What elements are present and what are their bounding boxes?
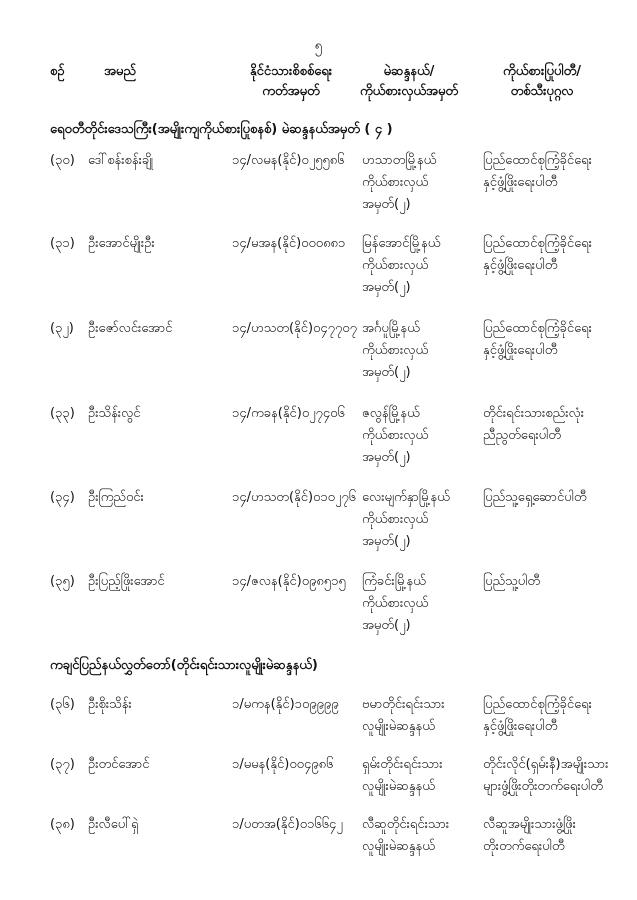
constituency-line: အမှတ်(၂) xyxy=(362,450,411,465)
nrc-number: ၁၄/ဟသတ(နိုင်)၀၄၇၇၀၇ xyxy=(232,321,357,336)
party-line: တိုင်းလိုင်(ရှမ်းနီ)အမျိုးသား xyxy=(483,757,609,772)
nrc-number: ၁၄/ဇလန(နိုင်)၀၉၈၅၁၅ xyxy=(232,574,346,589)
party-header-line: တစ်သီးပုဂ္ဂလ xyxy=(510,84,574,99)
nrc-number: ၁၄/လမန(နိုင်)၀၂၅၅၈၆ xyxy=(232,153,345,168)
nrc-number: ၁၄/ကခန(နိုင်)၀၂၇၄၀၆ xyxy=(232,406,345,421)
constituency-line: ကိုယ်စားလှယ် xyxy=(362,512,429,527)
constituency-line: ကိုယ်စားလှယ် xyxy=(362,596,429,611)
candidate-name: ဦးစိုးသိန်း xyxy=(88,697,132,712)
nrc-number: ၁/မကန(နိုင်)၁၀၉၉၉၉ xyxy=(232,697,339,712)
row-number: (၃၆) xyxy=(50,697,75,712)
constituency-line: အမှတ်(၂) xyxy=(362,197,411,212)
row-number: (၃၁) xyxy=(50,236,75,251)
constituency-line: ဟသာတမြို့နယ် xyxy=(362,153,437,168)
party-line: နှင့်ဖွံ့ဖြိုးရေးပါတီ xyxy=(483,175,558,190)
party-line: ပြည်ထောင်စုကြံ့ခိုင်ရေး xyxy=(483,321,592,336)
row-number: (၃၃) xyxy=(50,406,75,421)
constituency xyxy=(362,694,480,738)
party xyxy=(483,403,623,447)
page-number: ၅ xyxy=(314,38,323,54)
constituency-line: အင်္ဂပူမြို့နယ် xyxy=(362,321,420,336)
column-header-party xyxy=(476,62,608,102)
nrc-number: ၁၄/ဟသတ(နိုင်)၀၁၀၂၇၆ xyxy=(232,490,356,505)
party xyxy=(483,694,623,738)
party-line: နှင့်ဖွံ့ဖြိုးရေးပါတီ xyxy=(483,719,558,734)
party xyxy=(483,150,623,194)
constituency-header-line: မဲဆန္ဒနယ်/ xyxy=(383,64,435,79)
nrc-header-line: နိုင်ငံသားစိစစ်ရေး xyxy=(249,64,333,79)
row-number: (၃၂) xyxy=(50,321,74,336)
candidate-name: ဦးလီပေါ်ရှဲ xyxy=(88,817,139,832)
section-title: ကချင်ပြည်နယ်လွှတ်တော်(တိုင်းရင်းသားလူမျိုးမဲဆန္ဒနယ်) xyxy=(50,658,318,673)
party xyxy=(483,318,623,362)
row-number: (၃၅) xyxy=(50,574,75,589)
column-header-sn: စဉ် xyxy=(50,64,65,79)
row-number: (၃၀) xyxy=(50,153,75,168)
constituency xyxy=(362,403,480,469)
candidate-name: ဦးပြည့်ဖြိုးအောင် xyxy=(88,574,165,589)
party-line: တိုင်းရင်းသားစည်းလုံး xyxy=(483,406,585,421)
nrc-number: ၁၄/မအန(နိုင်)၀၀၀၈၈၁ xyxy=(232,236,346,251)
party-line: နှင့်ဖွံ့ဖြိုးရေးပါတီ xyxy=(483,343,558,358)
constituency xyxy=(362,571,480,637)
constituency xyxy=(362,318,480,384)
party-line: လီဆူအမျိုးသားဖွံ့ဖြိုး xyxy=(483,817,576,832)
party xyxy=(483,233,623,277)
candidate-name: ဦးတင်အောင် xyxy=(88,757,150,772)
constituency-line: ကြံခင်းမြို့နယ် xyxy=(362,574,426,589)
constituency-line: လီဆူတိုင်းရင်းသား xyxy=(362,817,450,832)
constituency-line: ဗမာတိုင်းရင်းသား xyxy=(362,697,445,712)
nrc-number: ၁/ပတအ(နိုင်)၀၁၆၆၄၂ xyxy=(232,817,343,832)
constituency-line: ကိုယ်စားလှယ် xyxy=(362,175,429,190)
party xyxy=(483,487,623,509)
candidate-name: ဦးသိန်းလွင် xyxy=(88,406,141,421)
party xyxy=(483,814,623,858)
constituency-line: ကိုယ်စားလှယ် xyxy=(362,343,429,358)
party-line: နှင့်ဖွံ့ဖြိုးရေးပါတီ xyxy=(483,258,558,273)
constituency-line: လေးမျက်နှာမြို့နယ် xyxy=(362,490,450,505)
constituency-header-line: ကိုယ်စားလှယ်အမှတ် xyxy=(359,84,459,99)
party-line: တိုးတက်ရေးပါတီ xyxy=(483,839,565,854)
constituency-line: ဇလွန်မြို့နယ် xyxy=(362,406,420,421)
candidate-name: ဒေါ်စန်းစန်းချို xyxy=(88,153,154,168)
constituency-line: ကိုယ်စားလှယ် xyxy=(362,428,429,443)
constituency-line: အမှတ်(၂) xyxy=(362,365,411,380)
party-line: ပြည်သူ့ပါတီ xyxy=(483,574,541,589)
column-header-name: အမည် xyxy=(104,64,136,79)
party-header-line: ကိုယ်စားပြုပါတီ/ xyxy=(503,64,581,79)
nrc-number: ၁/မမန(နိုင်)၀၀၄၉၈၆ xyxy=(232,757,334,772)
constituency xyxy=(362,754,480,798)
constituency-line: လူမျိုးမဲဆန္ဒနယ် xyxy=(362,719,435,734)
party-line: များဖွံ့ဖြိုးတိုးတက်ရေးပါတီ xyxy=(483,779,603,794)
constituency xyxy=(362,150,480,216)
constituency-line: အမှတ်(၂) xyxy=(362,280,411,295)
constituency xyxy=(362,233,480,299)
party-line: ပြည်ထောင်စုကြံ့ခိုင်ရေး xyxy=(483,697,592,712)
candidate-name: ဦးဇော်လင်းအောင် xyxy=(88,321,173,336)
constituency-line: ကိုယ်စားလှယ် xyxy=(362,258,429,273)
constituency xyxy=(362,487,480,553)
column-header-nrc xyxy=(232,62,350,102)
constituency-line: အမှတ်(၂) xyxy=(362,534,411,549)
candidate-name: ဦးကြည်ဝင်း xyxy=(88,490,144,505)
constituency-line: လူမျိုးမဲဆန္ဒနယ် xyxy=(362,779,435,794)
constituency-line: လူမျိုးမဲဆန္ဒနယ် xyxy=(362,839,435,854)
row-number: (၃၄) xyxy=(50,490,75,505)
party-line: ညီညွတ်ရေးပါတီ xyxy=(483,428,561,443)
column-header-constituency xyxy=(345,62,473,102)
party-line: ပြည်သူ့ရှေ့ဆောင်ပါတီ xyxy=(483,490,587,505)
constituency xyxy=(362,814,480,858)
party-line: ပြည်ထောင်စုကြံ့ခိုင်ရေး xyxy=(483,153,592,168)
section-title: ရေဝတီတိုင်းဒေသကြီး(အမျိုးကျကိုယ်စားပြုစနစ်) မဲဆန္ဒနယ်အမှတ် ( ၄ ) xyxy=(50,122,393,137)
party-line: ပြည်ထောင်စုကြံ့ခိုင်ရေး xyxy=(483,236,592,251)
row-number: (၃၈) xyxy=(50,817,75,832)
constituency-line: အမှတ်(၂) xyxy=(362,618,411,633)
party xyxy=(483,754,623,798)
row-number: (၃၇) xyxy=(50,757,75,772)
party xyxy=(483,571,623,593)
nrc-header-line: ကတ်အမှတ် xyxy=(262,84,320,99)
constituency-line: မြန်အောင်မြို့နယ် xyxy=(362,236,441,251)
candidate-name: ဦးအောင်မျိုးဦး xyxy=(88,236,155,251)
constituency-line: ရှမ်းတိုင်းရင်းသား xyxy=(362,757,443,772)
